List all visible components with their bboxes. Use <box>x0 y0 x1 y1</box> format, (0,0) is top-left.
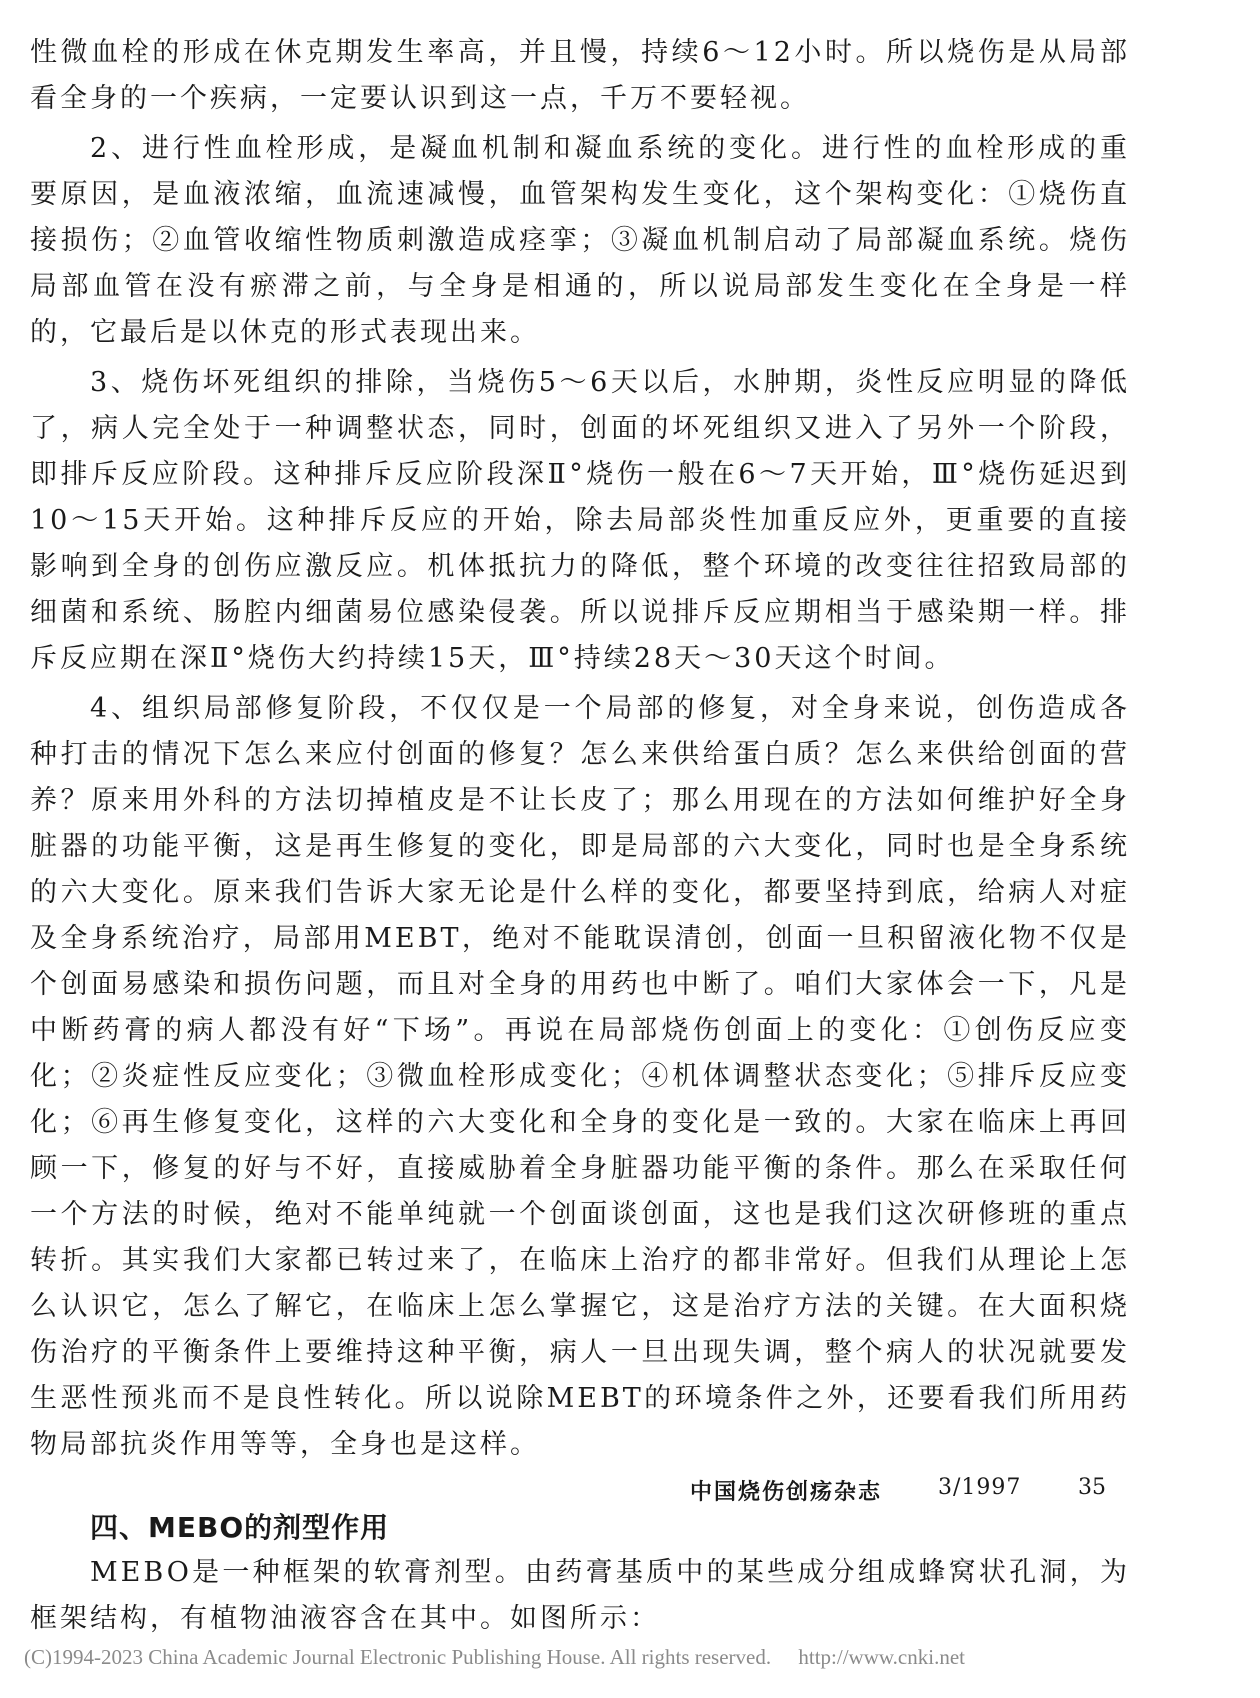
paragraph-thrombus-formation: 2、进行性血栓形成，是凝血机制和凝血系统的变化。进行性的血栓形成的重要原因，是血液浓缩，血流速减慢，血管架构发生变化，这个架构变化：①烧伤直接损伤；②血管收缩性物质刺激造成痉挛；③凝血机制启动了局部凝血系统。烧伤局部血管在没有瘀滞之前，与全身是相通的，所以说局部发生变化在全身是一样的，它最后是以休克的形式表现出来。 <box>30 133 1130 348</box>
copyright-url: http://www.cnki.net <box>798 1645 965 1669</box>
paragraph-necrotic-tissue-removal: 3、烧伤坏死组织的排除，当烧伤5～6天以后，水肿期，炎性反应明显的降低了，病人完全处于一种调整状态，同时，创面的坏死组织又进入了另外一个阶段，即排斥反应阶段。这种排斥反应阶段深Ⅱ°烧伤一般在6～7天开始，Ⅲ°烧伤延迟到10～15天开始。这种排斥反应的开始，除去局部炎性加重反应外，更重要的直接影响到全身的创伤应激反应。机体抵抗力的降低，整个环境的改变往往招致局部的细菌和系统、肠腔内细菌易位感染侵袭。所以说排斥反应期相当于感染期一样。排斥反应期在深Ⅱ°烧伤大约持续15天，Ⅲ°持续28天～30天这个时间。 <box>30 367 1130 674</box>
footer-issue: 3/1997 <box>938 1475 1022 1500</box>
section-heading-mebo-dosage-form: 四、MEBO的剂型作用 <box>90 1511 390 1544</box>
copyright-notice: (C)1994-2023 China Academic Journal Electronic Publishing House. All rights reserved. <box>24 1645 772 1669</box>
paragraph-continuation: 性微血栓的形成在休克期发生率高，并且慢，持续6～12小时。所以烧伤是从局部看全身的一个疾病，一定要认识到这一点，千万不要轻视。 <box>30 37 1130 114</box>
footer-page-number: 35 <box>1078 1475 1106 1500</box>
paragraph-mebo-description: MEBO是一种框架的软膏剂型。由药膏基质中的某些成分组成蜂窝状孔洞，为框架结构，有植物油液容含在其中。如图所示： <box>30 1557 1130 1634</box>
footer-journal-name: 中国烧伤创疡杂志 <box>690 1479 883 1505</box>
copyright-line <box>24 1645 965 1670</box>
paragraph-local-repair-stage: 4、组织局部修复阶段，不仅仅是一个局部的修复，对全身来说，创伤造成各种打击的情况下怎么来应付创面的修复？怎么来供给蛋白质？怎么来供给创面的营养？原来用外科的方法切掉植皮是不让长皮了；那么用现在的方法如何维护好全身脏器的功能平衡，这是再生修复的变化，即是局部的六大变化，同时也是全身系统的六大变化。原来我们告诉大家无论是什么样的变化，都要坚持到底，给病人对症及全身系统治疗，局部用MEBT，绝对不能耽误清创，创面一旦积留液化物不仅是个创面易感染和损伤问题，而且对全身的用药也中断了。咱们大家体会一下，凡是中断药膏的病人都没有好“下场”。再说在局部烧伤创面上的变化：①创伤反应变化；②炎症性反应变化；③微血栓形成变化；④机体调整状态变化；⑤排斥反应变化；⑥再生修复变化，这样的六大变化和全身的变化是一致的。大家在临床上再回顾一下，修复的好与不好，直接威胁着全身脏器功能平衡的条件。那么在采取任何一个方法的时候，绝对不能单纯就一个创面谈创面，这也是我们这次研修班的重点转折。其实我们大家都已转过来了，在临床上治疗的都非常好。但我们从理论上怎么认识它，怎么了解它，在临床上怎么掌握它，这是治疗方法的关键。在大面积烧伤治疗的平衡条件上要维持这种平衡，病人一旦出现失调，整个病人的状况就要发生恶性预兆而不是良性转化。所以说除MEBT的环境条件之外，还要看我们所用药物局部抗炎作用等等，全身也是这样。 <box>30 693 1130 1460</box>
article-body <box>30 30 1130 1642</box>
